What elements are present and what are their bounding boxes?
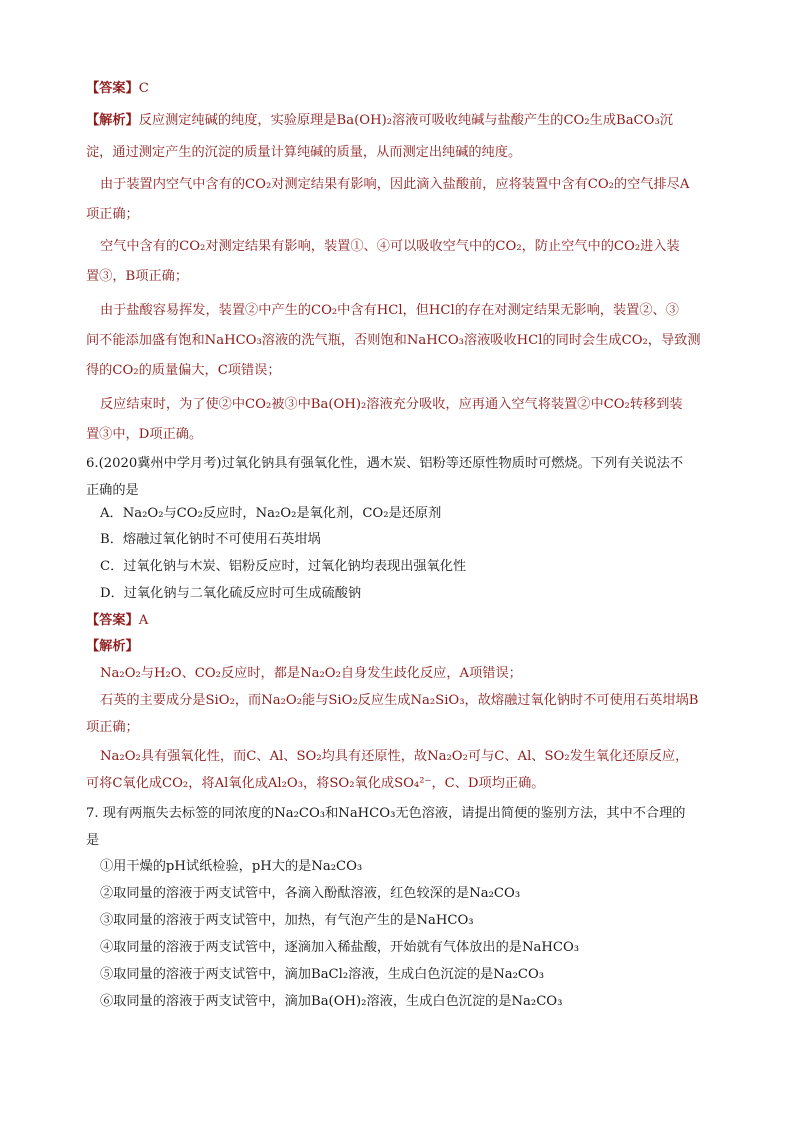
q5-answer: C (138, 81, 149, 96)
q6-option-b: B．熔融过氧化钠时不可使用石英坩埚 (100, 532, 321, 547)
q7-item: ⑤取同量的溶液于两支试管中，滴加BaCl₂溶液，生成白色沉淀的是Na₂CO₃ (100, 967, 545, 982)
q6-answer: A (138, 613, 149, 628)
q5-answer-line (86, 80, 149, 98)
q6-analysis-line: 可将C氧化成CO₂，将Al氧化成Al₂O₃，将SO₂氧化成SO₄²⁻，C、D项均正确。 (86, 776, 545, 791)
q6-analysis-line: Na₂O₂与H₂O、CO₂反应时，都是Na₂O₂自身发生歧化反应，A项错误； (100, 666, 522, 681)
q6-option-c: C．过氧化钠与木炭、铝粉反应时，过氧化钠均表现出强氧化性 (100, 559, 467, 574)
q7-item: ①用干燥的pH试纸检验，pH大的是Na₂CO₃ (100, 859, 363, 874)
q5-analysis-line: 置③中，D项正确。 (86, 427, 203, 442)
q6-option-d: D．过氧化钠与二氧化硫反应时可生成硫酸钠 (100, 586, 362, 601)
q5-analysis-line: 由于盐酸容易挥发，装置②中产生的CO₂中含有HCl，但HCl的存在对测定结果无影响，装置②、③ (100, 303, 679, 318)
q6-answer-line (86, 612, 148, 630)
q6-stem: 正确的是 (86, 483, 139, 498)
q5-analysis-line: 间不能添加盛有饱和NaHCO₃溶液的洗气瓶，否则饱和NaHCO₃溶液吸收HCl的同时会生成CO₂，导致测 (86, 333, 701, 348)
q6-analysis-line (86, 638, 139, 656)
q5-analysis-line: 得的CO₂的质量偏大，C项错误； (86, 363, 281, 378)
q5-analysis-text: 反应测定纯碱的纯度，实验原理是Ba(OH)₂溶液可吸收纯碱与盐酸产生的CO₂生成BaCO₃沉 (138, 113, 673, 128)
analysis-tag: 【解析】 (86, 639, 139, 654)
q6-analysis-line: 项正确； (86, 720, 139, 735)
q6-analysis-line: 石英的主要成分是SiO₂，而Na₂O₂能与SiO₂反应生成Na₂SiO₃，故熔融过氧化钠时不可使用石英坩埚B (100, 693, 699, 708)
q5-analysis-line: 项正确； (86, 207, 139, 222)
answer-tag: 【答案】 (86, 81, 139, 96)
q7-item: ⑥取同量的溶液于两支试管中，滴加Ba(OH)₂溶液，生成白色沉淀的是Na₂CO₃ (100, 994, 563, 1009)
q5-analysis-line: 由于装置内空气中含有的CO₂对测定结果有影响，因此滴入盐酸前，应将装置中含有CO₂的空气排尽A (100, 177, 690, 192)
q5-analysis-line: 淀，通过测定产生的沉淀的质量计算纯碱的质量，从而测定出纯碱的纯度。 (86, 145, 522, 160)
q7-stem: 7. 现有两瓶失去标签的同浓度的Na₂CO₃和NaHCO₃无色溶液，请提出简便的鉴别方法，其中不合理的 (86, 806, 686, 821)
q7-item: ③取同量的溶液于两支试管中，加热，有气泡产生的是NaHCO₃ (100, 913, 474, 928)
q5-analysis-line: 反应结束时，为了使②中CO₂被③中Ba(OH)₂溶液充分吸收，应再通入空气将装置②中CO₂转移到装 (100, 397, 683, 412)
q5-analysis-line: 空气中含有的CO₂对测定结果有影响，装置①、④可以吸收空气中的CO₂，防止空气中的CO₂进入装 (100, 239, 680, 254)
q7-stem: 是 (86, 833, 100, 848)
q6-option-a: A．Na₂O₂与CO₂反应时，Na₂O₂是氧化剂，CO₂是还原剂 (100, 506, 442, 521)
q6-analysis-line: Na₂O₂具有强氧化性，而C、Al、SO₂均具有还原性，故Na₂O₂可与C、Al、SO₂发生氧化还原反应， (100, 749, 689, 764)
q5-analysis-line (86, 112, 673, 130)
answer-tag: 【答案】 (86, 613, 139, 628)
q6-stem: 6.(2020冀州中学月考)过氧化钠具有强氧化性，遇木炭、铝粉等还原性物质时可燃烧。下列有关说法不 (86, 456, 684, 471)
q5-analysis-line: 置③，B项正确； (86, 269, 189, 284)
q7-item: ④取同量的溶液于两支试管中，逐滴加入稀盐酸，开始就有气体放出的是NaHCO₃ (100, 940, 580, 955)
q7-item: ②取同量的溶液于两支试管中，各滴入酚酞溶液，红色较深的是Na₂CO₃ (100, 886, 521, 901)
analysis-tag: 【解析】 (86, 113, 139, 128)
